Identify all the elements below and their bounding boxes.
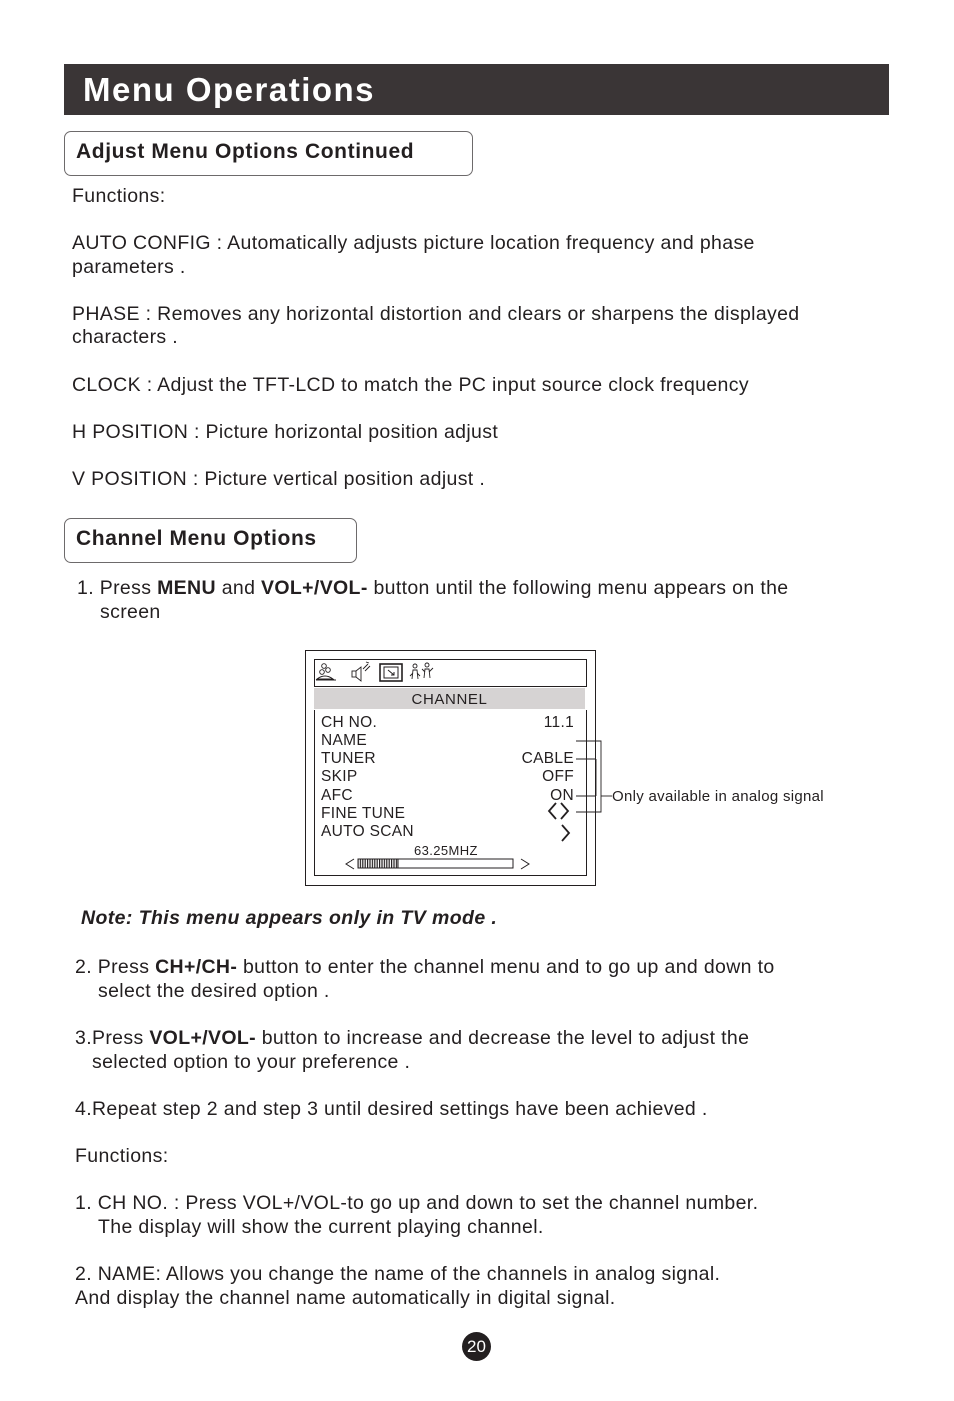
page-title: Menu Operations [83, 71, 376, 108]
slider-right-arrow-icon [521, 859, 529, 869]
section-heading-adjust-menu [64, 131, 473, 176]
speaker-icon [352, 662, 370, 681]
callout-bracket [574, 738, 614, 818]
func-2-text-cont: And display the channel name automatically in digital signal. [75, 1287, 616, 1309]
phase-text-cont: characters . [72, 326, 179, 348]
ch-key: CH+/CH- [155, 956, 238, 978]
menu-item-name: NAME [321, 732, 367, 749]
menu-key: MENU [157, 577, 216, 599]
frequency-slider [343, 856, 533, 872]
people-settings-icon [410, 663, 433, 679]
menu-header [314, 688, 585, 709]
step-1-text: 1. Press MENU and VOL+/VOL- button until the following menu appears on the [77, 577, 789, 599]
phase-text: PHASE : Removes any horizontal distortion and clears or sharpens the displayed [72, 303, 800, 325]
tv-mode-note: Note: This menu appears only in TV mode . [81, 907, 498, 929]
step-3-text-cont: selected option to your preference . [92, 1051, 411, 1073]
step-4-text: 4.Repeat step 2 and step 3 until desired settings have been achieved . [75, 1098, 708, 1120]
section-title: Adjust Menu Options Continued [76, 140, 415, 163]
analog-signal-callout: Only available in analog signal [612, 788, 824, 805]
page-number-badge [462, 1332, 491, 1361]
picture-people-icon [316, 664, 336, 680]
menu-icons [314, 659, 454, 687]
functions-label: Functions: [72, 185, 166, 207]
step-1-text-cont: screen [100, 601, 161, 623]
screen-icon [380, 664, 402, 681]
section-heading-channel-menu [64, 518, 357, 563]
menu-item-ch-no: CH NO. [321, 714, 378, 731]
fine-tune-arrows-icon [544, 801, 574, 821]
section-title: Channel Menu Options [76, 527, 317, 550]
auto-config-text: AUTO CONFIG : Automatically adjusts picture location frequency and phase [72, 232, 755, 254]
step-2-text-cont: select the desired option . [98, 980, 330, 1002]
menu-item-afc: AFC [321, 787, 353, 804]
menu-value-skip: OFF [542, 768, 574, 785]
v-position-text: V POSITION : Picture vertical position adjust . [72, 468, 486, 490]
slider-fill [358, 859, 398, 868]
h-position-text: H POSITION : Picture horizontal position adjust [72, 421, 499, 443]
auto-scan-arrow-icon [559, 823, 573, 843]
menu-value-afc: ON [550, 787, 574, 804]
frequency-readout: 63.25MHZ [414, 843, 478, 858]
slider-left-arrow-icon [346, 859, 354, 869]
step-2-text: 2. Press CH+/CH- button to enter the channel menu and to go up and down to [75, 956, 775, 978]
menu-item-tuner: TUNER [321, 750, 376, 767]
menu-value-ch-no: 11.1 [543, 714, 574, 731]
menu-item-auto-scan: AUTO SCAN [321, 823, 414, 840]
vol-key: VOL+/VOL- [149, 1027, 256, 1049]
func-1-text-cont: The display will show the current playing channel. [98, 1216, 544, 1238]
auto-config-text-cont: parameters . [72, 256, 186, 278]
clock-text: CLOCK : Adjust the TFT-LCD to match the PC input source clock frequency [72, 374, 749, 396]
menu-item-skip: SKIP [321, 768, 358, 785]
page-number: 20 [467, 1337, 486, 1356]
menu-item-fine-tune: FINE TUNE [321, 805, 406, 822]
func-1-text: 1. CH NO. : Press VOL+/VOL-to go up and down to set the channel number. [75, 1192, 759, 1214]
menu-header-title: CHANNEL [411, 691, 488, 708]
step-3-text: 3.Press VOL+/VOL- button to increase and decrease the level to adjust the [75, 1027, 750, 1049]
func-2-text: 2. NAME: Allows you change the name of the channels in analog signal. [75, 1263, 721, 1285]
menu-value-tuner: CABLE [521, 750, 574, 767]
vol-key: VOL+/VOL- [261, 577, 368, 599]
header-banner [64, 64, 889, 115]
functions-label-2: Functions: [75, 1145, 169, 1167]
